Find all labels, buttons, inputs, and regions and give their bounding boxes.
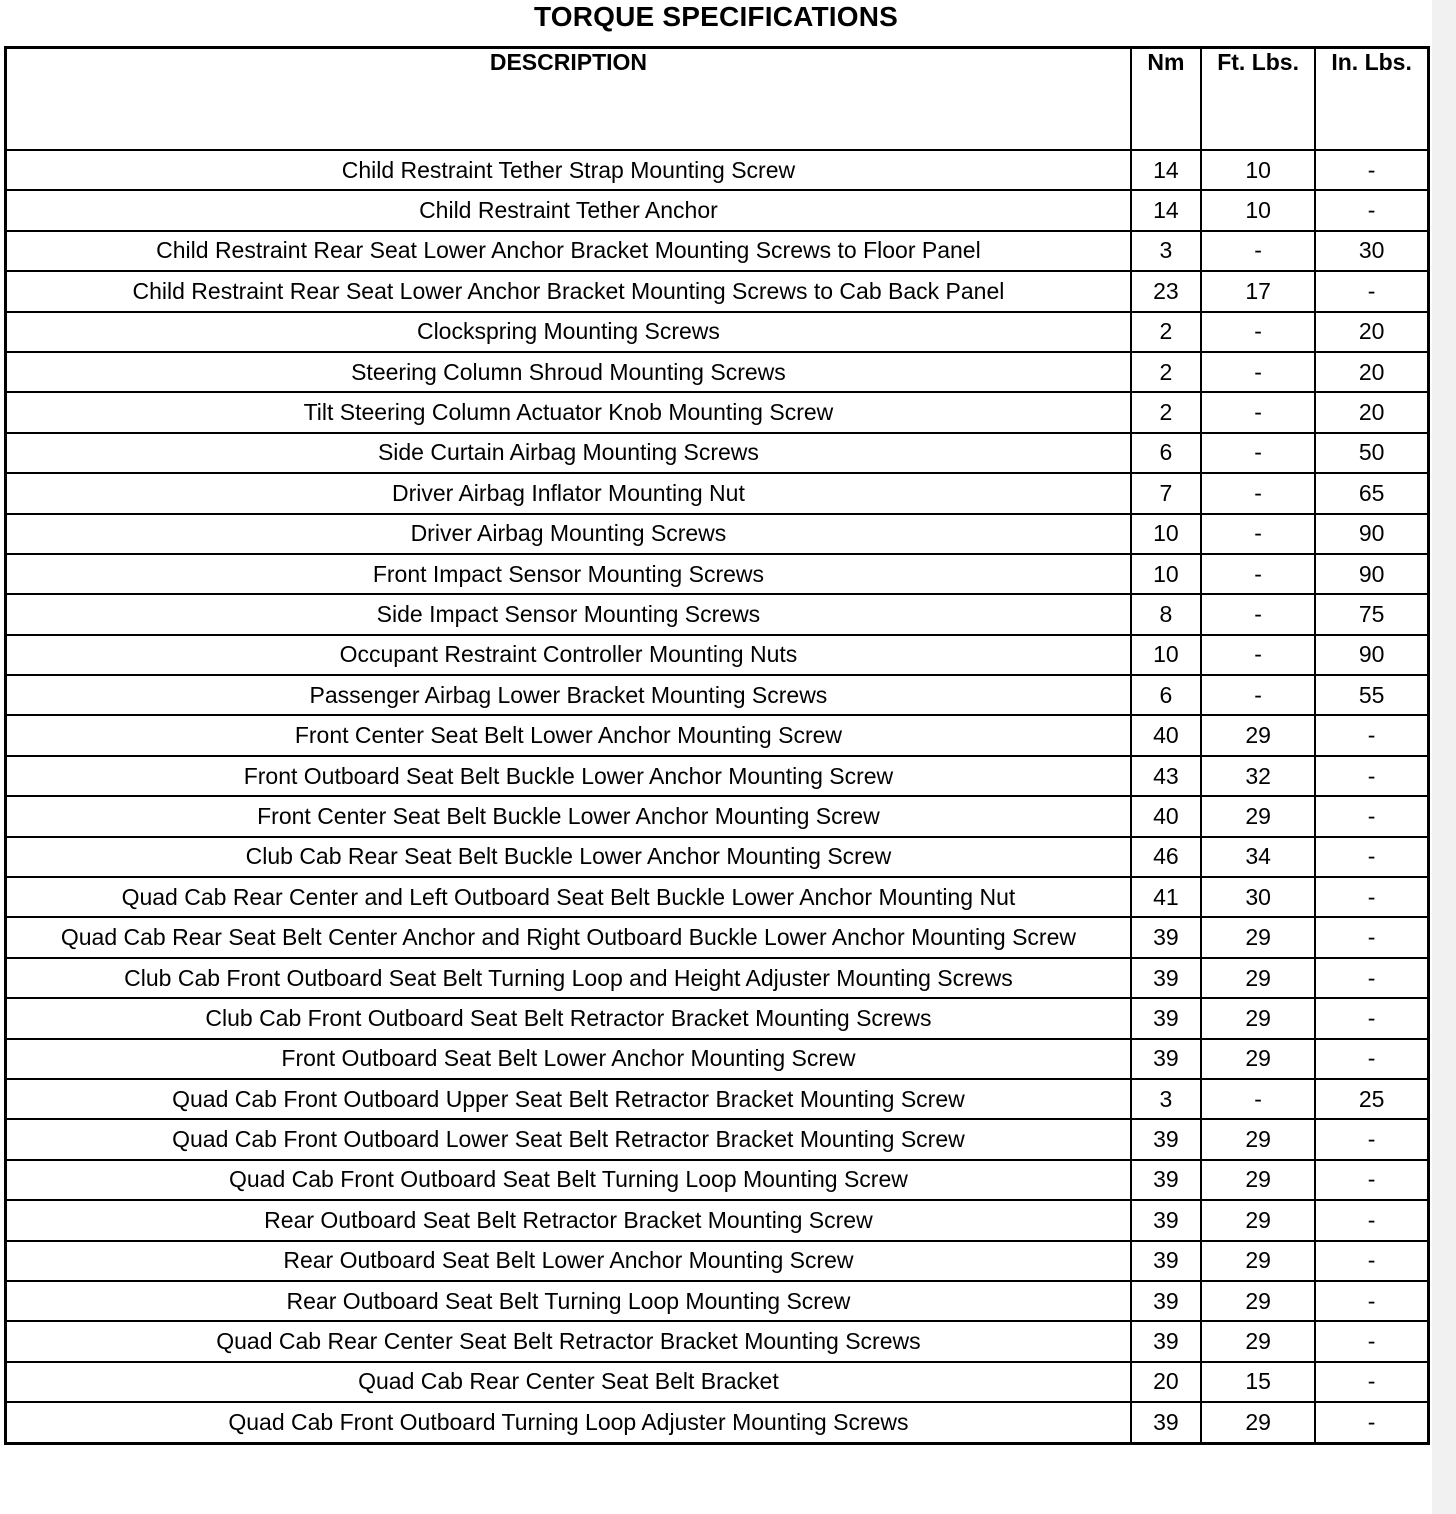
cell-in-lbs: -	[1315, 271, 1428, 311]
table-row	[6, 190, 1429, 230]
table-row	[6, 796, 1429, 836]
cell-nm: 2	[1131, 352, 1201, 392]
table-row	[6, 877, 1429, 917]
cell-description: Steering Column Shroud Mounting Screws	[6, 352, 1131, 392]
cell-in-lbs: 30	[1315, 231, 1428, 271]
table-row	[6, 594, 1429, 634]
cell-description: Front Impact Sensor Mounting Screws	[6, 554, 1131, 594]
cell-nm: 6	[1131, 433, 1201, 473]
cell-nm: 2	[1131, 312, 1201, 352]
cell-in-lbs: 75	[1315, 594, 1428, 634]
cell-nm: 46	[1131, 837, 1201, 877]
cell-ft-lbs: -	[1201, 392, 1315, 432]
table-row	[6, 715, 1429, 755]
cell-nm: 10	[1131, 635, 1201, 675]
cell-description: Front Center Seat Belt Buckle Lower Anchor Mounting Screw	[6, 796, 1131, 836]
table-row	[6, 1402, 1429, 1443]
cell-in-lbs: 90	[1315, 635, 1428, 675]
cell-ft-lbs: 30	[1201, 877, 1315, 917]
cell-nm: 10	[1131, 514, 1201, 554]
cell-description: Rear Outboard Seat Belt Turning Loop Mounting Screw	[6, 1281, 1131, 1321]
cell-description: Side Impact Sensor Mounting Screws	[6, 594, 1131, 634]
cell-ft-lbs: -	[1201, 554, 1315, 594]
table-row	[6, 1321, 1429, 1361]
cell-ft-lbs: 29	[1201, 917, 1315, 957]
cell-ft-lbs: -	[1201, 352, 1315, 392]
cell-ft-lbs: 29	[1201, 1160, 1315, 1200]
cell-ft-lbs: 29	[1201, 1321, 1315, 1361]
header-description: DESCRIPTION	[6, 48, 1131, 151]
cell-ft-lbs: -	[1201, 312, 1315, 352]
cell-ft-lbs: 29	[1201, 1039, 1315, 1079]
table-row	[6, 433, 1429, 473]
cell-nm: 39	[1131, 998, 1201, 1038]
cell-in-lbs: 90	[1315, 514, 1428, 554]
cell-ft-lbs: -	[1201, 514, 1315, 554]
cell-in-lbs: -	[1315, 998, 1428, 1038]
cell-ft-lbs: 29	[1201, 1281, 1315, 1321]
cell-ft-lbs: 29	[1201, 715, 1315, 755]
cell-ft-lbs: 29	[1201, 1119, 1315, 1159]
cell-nm: 39	[1131, 958, 1201, 998]
cell-description: Quad Cab Front Outboard Lower Seat Belt Retractor Bracket Mounting Screw	[6, 1119, 1131, 1159]
cell-nm: 39	[1131, 917, 1201, 957]
table-row	[6, 635, 1429, 675]
table-row	[6, 917, 1429, 957]
table-row	[6, 312, 1429, 352]
cell-nm: 39	[1131, 1402, 1201, 1443]
cell-in-lbs: -	[1315, 837, 1428, 877]
cell-in-lbs: -	[1315, 150, 1428, 190]
header-ft-lbs: Ft. Lbs.	[1201, 48, 1315, 151]
table-row	[6, 958, 1429, 998]
cell-in-lbs: -	[1315, 1241, 1428, 1281]
cell-ft-lbs: -	[1201, 231, 1315, 271]
cell-in-lbs: -	[1315, 877, 1428, 917]
cell-nm: 20	[1131, 1362, 1201, 1402]
cell-nm: 39	[1131, 1241, 1201, 1281]
cell-description: Front Center Seat Belt Lower Anchor Mounting Screw	[6, 715, 1131, 755]
cell-nm: 3	[1131, 231, 1201, 271]
cell-in-lbs: -	[1315, 1039, 1428, 1079]
cell-ft-lbs: 10	[1201, 150, 1315, 190]
cell-in-lbs: -	[1315, 1160, 1428, 1200]
cell-description: Club Cab Rear Seat Belt Buckle Lower Anchor Mounting Screw	[6, 837, 1131, 877]
cell-in-lbs: -	[1315, 715, 1428, 755]
cell-description: Club Cab Front Outboard Seat Belt Turning Loop and Height Adjuster Mounting Screws	[6, 958, 1131, 998]
table-row	[6, 271, 1429, 311]
table-row	[6, 1281, 1429, 1321]
cell-nm: 39	[1131, 1200, 1201, 1240]
cell-nm: 39	[1131, 1321, 1201, 1361]
table-row	[6, 1039, 1429, 1079]
cell-nm: 23	[1131, 271, 1201, 311]
cell-nm: 39	[1131, 1281, 1201, 1321]
cell-nm: 7	[1131, 473, 1201, 513]
cell-description: Clockspring Mounting Screws	[6, 312, 1131, 352]
cell-nm: 3	[1131, 1079, 1201, 1119]
table-row	[6, 231, 1429, 271]
table-row	[6, 756, 1429, 796]
cell-ft-lbs: 34	[1201, 837, 1315, 877]
cell-nm: 40	[1131, 715, 1201, 755]
table-header-row	[6, 48, 1429, 151]
table-row	[6, 1119, 1429, 1159]
table-row	[6, 150, 1429, 190]
cell-in-lbs: 20	[1315, 392, 1428, 432]
cell-nm: 2	[1131, 392, 1201, 432]
cell-ft-lbs: -	[1201, 594, 1315, 634]
cell-ft-lbs: 32	[1201, 756, 1315, 796]
page-edge-strip	[1432, 0, 1456, 1514]
page-title: TORQUE SPECIFICATIONS	[533, 1, 899, 32]
table-row	[6, 675, 1429, 715]
cell-ft-lbs: 29	[1201, 796, 1315, 836]
cell-nm: 43	[1131, 756, 1201, 796]
table-row	[6, 1362, 1429, 1402]
table-row	[6, 1200, 1429, 1240]
cell-ft-lbs: 29	[1201, 958, 1315, 998]
cell-in-lbs: -	[1315, 1281, 1428, 1321]
cell-description: Club Cab Front Outboard Seat Belt Retractor Bracket Mounting Screws	[6, 998, 1131, 1038]
cell-description: Child Restraint Rear Seat Lower Anchor Bracket Mounting Screws to Floor Panel	[6, 231, 1131, 271]
cell-in-lbs: -	[1315, 796, 1428, 836]
table-row	[6, 554, 1429, 594]
cell-ft-lbs: 29	[1201, 1241, 1315, 1281]
cell-in-lbs: -	[1315, 958, 1428, 998]
cell-in-lbs: -	[1315, 1200, 1428, 1240]
cell-nm: 39	[1131, 1160, 1201, 1200]
table-row	[6, 837, 1429, 877]
cell-nm: 8	[1131, 594, 1201, 634]
cell-description: Quad Cab Rear Center Seat Belt Bracket	[6, 1362, 1131, 1402]
cell-description: Rear Outboard Seat Belt Retractor Bracket Mounting Screw	[6, 1200, 1131, 1240]
cell-in-lbs: 25	[1315, 1079, 1428, 1119]
cell-nm: 14	[1131, 190, 1201, 230]
cell-description: Front Outboard Seat Belt Lower Anchor Mounting Screw	[6, 1039, 1131, 1079]
table-row	[6, 392, 1429, 432]
table-row	[6, 514, 1429, 554]
table-row	[6, 473, 1429, 513]
cell-in-lbs: 65	[1315, 473, 1428, 513]
table-row	[6, 1079, 1429, 1119]
table-row	[6, 352, 1429, 392]
cell-in-lbs: -	[1315, 1321, 1428, 1361]
cell-nm: 39	[1131, 1039, 1201, 1079]
header-in-lbs: In. Lbs.	[1315, 48, 1428, 151]
header-nm: Nm	[1131, 48, 1201, 151]
cell-ft-lbs: 15	[1201, 1362, 1315, 1402]
cell-nm: 14	[1131, 150, 1201, 190]
cell-nm: 6	[1131, 675, 1201, 715]
cell-description: Side Curtain Airbag Mounting Screws	[6, 433, 1131, 473]
cell-description: Quad Cab Rear Center Seat Belt Retractor Bracket Mounting Screws	[6, 1321, 1131, 1361]
cell-description: Occupant Restraint Controller Mounting Nuts	[6, 635, 1131, 675]
cell-in-lbs: -	[1315, 1362, 1428, 1402]
cell-description: Rear Outboard Seat Belt Lower Anchor Mounting Screw	[6, 1241, 1131, 1281]
cell-ft-lbs: 17	[1201, 271, 1315, 311]
cell-description: Quad Cab Rear Seat Belt Center Anchor and Right Outboard Buckle Lower Anchor Mounting Screw	[6, 917, 1131, 957]
cell-in-lbs: 50	[1315, 433, 1428, 473]
cell-ft-lbs: -	[1201, 675, 1315, 715]
table-body	[6, 150, 1429, 1443]
cell-nm: 40	[1131, 796, 1201, 836]
cell-description: Driver Airbag Mounting Screws	[6, 514, 1131, 554]
cell-ft-lbs: -	[1201, 635, 1315, 675]
cell-in-lbs: 20	[1315, 312, 1428, 352]
cell-in-lbs: -	[1315, 190, 1428, 230]
cell-nm: 41	[1131, 877, 1201, 917]
cell-in-lbs: -	[1315, 917, 1428, 957]
cell-nm: 39	[1131, 1119, 1201, 1159]
table-row	[6, 998, 1429, 1038]
cell-description: Child Restraint Tether Strap Mounting Screw	[6, 150, 1131, 190]
cell-in-lbs: -	[1315, 1402, 1428, 1443]
cell-ft-lbs: -	[1201, 473, 1315, 513]
cell-in-lbs: 20	[1315, 352, 1428, 392]
cell-ft-lbs: 29	[1201, 998, 1315, 1038]
cell-description: Quad Cab Front Outboard Turning Loop Adjuster Mounting Screws	[6, 1402, 1131, 1443]
cell-description: Quad Cab Rear Center and Left Outboard Seat Belt Buckle Lower Anchor Mounting Nut	[6, 877, 1131, 917]
cell-nm: 10	[1131, 554, 1201, 594]
cell-description: Child Restraint Rear Seat Lower Anchor Bracket Mounting Screws to Cab Back Panel	[6, 271, 1131, 311]
cell-description: Quad Cab Front Outboard Upper Seat Belt Retractor Bracket Mounting Screw	[6, 1079, 1131, 1119]
cell-description: Child Restraint Tether Anchor	[6, 190, 1131, 230]
cell-ft-lbs: 29	[1201, 1200, 1315, 1240]
cell-description: Tilt Steering Column Actuator Knob Mounting Screw	[6, 392, 1131, 432]
cell-ft-lbs: 10	[1201, 190, 1315, 230]
cell-description: Passenger Airbag Lower Bracket Mounting Screws	[6, 675, 1131, 715]
cell-description: Quad Cab Front Outboard Seat Belt Turning Loop Mounting Screw	[6, 1160, 1131, 1200]
cell-ft-lbs: -	[1201, 1079, 1315, 1119]
cell-in-lbs: 90	[1315, 554, 1428, 594]
cell-description: Front Outboard Seat Belt Buckle Lower Anchor Mounting Screw	[6, 756, 1131, 796]
cell-description: Driver Airbag Inflator Mounting Nut	[6, 473, 1131, 513]
torque-spec-table	[4, 46, 1430, 1445]
table-row	[6, 1241, 1429, 1281]
cell-in-lbs: -	[1315, 1119, 1428, 1159]
cell-ft-lbs: 29	[1201, 1402, 1315, 1443]
cell-in-lbs: -	[1315, 756, 1428, 796]
cell-in-lbs: 55	[1315, 675, 1428, 715]
table-row	[6, 1160, 1429, 1200]
cell-ft-lbs: -	[1201, 433, 1315, 473]
